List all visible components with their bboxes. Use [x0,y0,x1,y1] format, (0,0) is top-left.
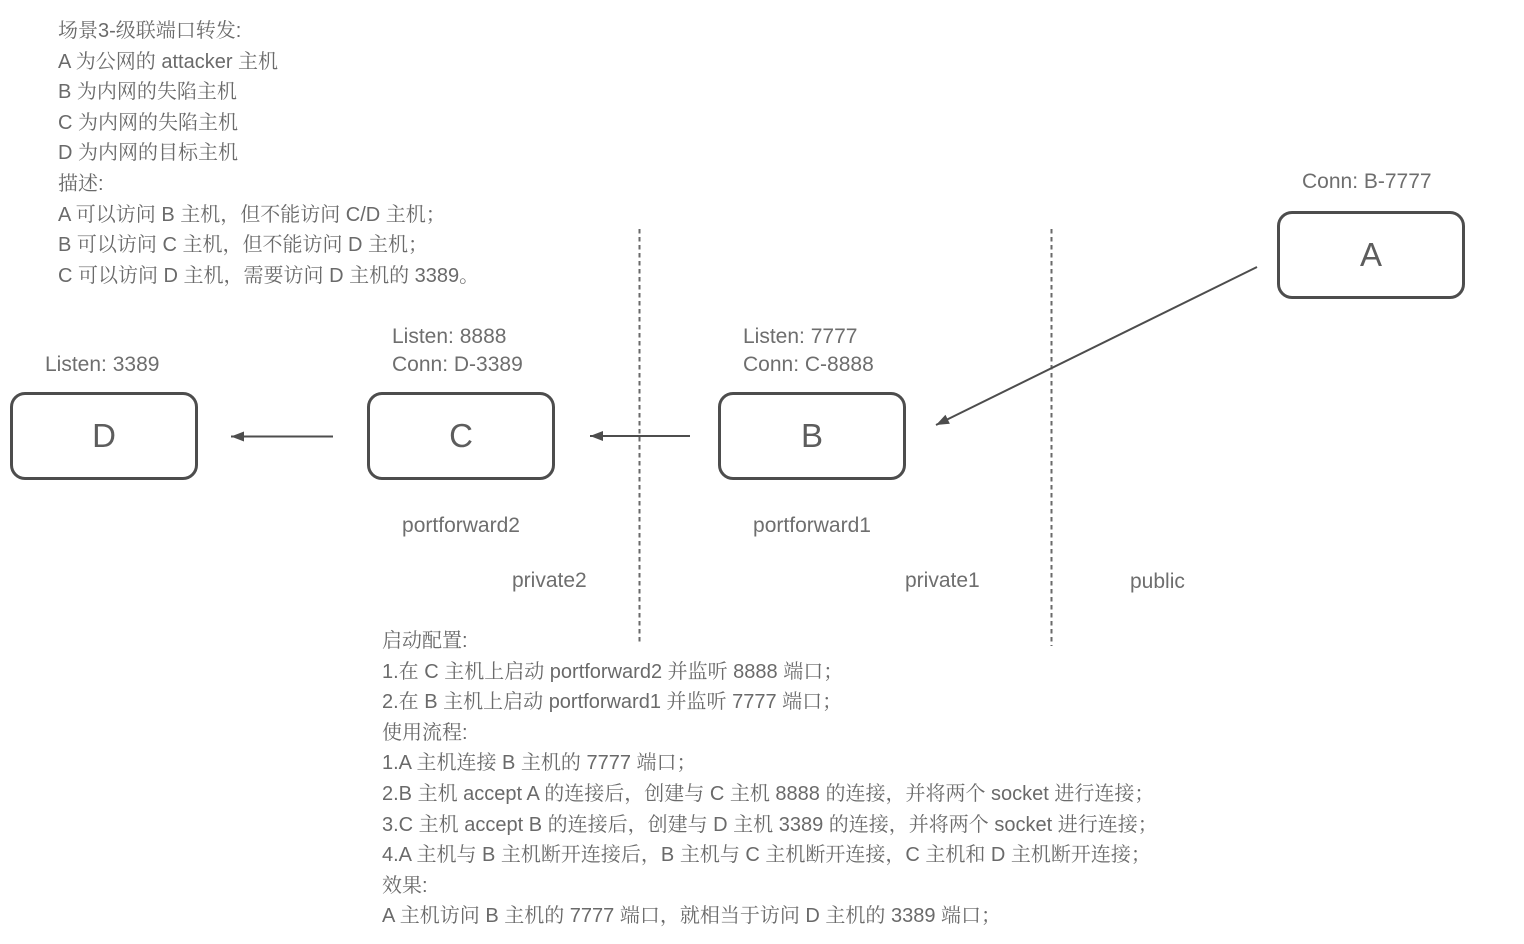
node-b-letter: B [800,417,823,454]
config-line: 2.B 主机 accept A 的连接后，创建与 C 主机 8888 的连接，并将两个 socket 进行连接； [382,782,1155,805]
zone-label-private2: private2 [512,569,587,592]
node-c-annotation [392,323,523,378]
node-d-annotation [45,351,159,379]
node-c-letter: C [449,417,473,454]
config-line: 1.在 C 主机上启动 portforward2 并监听 8888 端口； [382,660,844,683]
zone-label-private1: private1 [905,569,980,592]
scenario-line: 场景3-级联端口转发: [58,20,242,42]
scenario-description [58,16,479,291]
scenario-line: C 为内网的失陷主机 [58,111,238,134]
config-line: 4.A 主机与 B 主机断开连接后，B 主机与 C 主机断开连接，C 主机和 D 主机断开连接； [382,844,1151,867]
node-d-letter: D [92,417,116,454]
process-label-portforward2: portforward2 [402,514,520,537]
node-c-listen-label: Listen: 8888 [392,325,507,348]
node-a-letter: A [1359,236,1382,273]
node-d-listen-label: Listen: 3389 [45,353,160,376]
config-line: 启动配置: [382,630,468,652]
node-b-listen-label: Listen: 7777 [743,325,858,348]
node-host-b [718,392,906,480]
scenario-line: C 可以访问 D 主机，需要访问 D 主机的 3389。 [58,264,480,287]
node-b-conn-label: Conn: C-8888 [743,352,874,376]
node-c-conn-label: Conn: D-3389 [392,352,523,376]
scenario-line: A 为公网的 attacker 主机 [58,50,279,73]
config-description [382,626,1158,932]
node-host-c [367,392,555,480]
scenario-line: B 可以访问 C 主机，但不能访问 D 主机； [58,234,429,257]
process-label-portforward1: portforward1 [753,514,871,537]
node-host-a [1277,211,1465,299]
node-host-d [10,392,198,480]
arrow-a-to-b [936,267,1257,425]
node-a-conn-label: Conn: B-7777 [1302,170,1432,193]
config-line: 2.在 B 主机上启动 portforward1 并监听 7777 端口； [382,691,843,714]
config-line: 3.C 主机 accept B 的连接后，创建与 D 主机 3389 的连接，并将两个 socket 进行连接； [382,813,1158,836]
scenario-line: D 为内网的目标主机 [58,142,238,165]
node-b-annotation [743,323,874,378]
zone-label-public: public [1130,570,1185,593]
config-line: 1.A 主机连接 B 主机的 7777 端口； [382,752,697,775]
config-line: 效果: [382,874,428,897]
scenario-line: A 可以访问 B 主机，但不能访问 C/D 主机； [58,203,446,226]
scenario-line: 描述: [58,172,104,195]
scenario-line: B 为内网的失陷主机 [58,81,237,104]
node-a-annotation [1302,168,1432,196]
config-line: 使用流程: [382,721,468,744]
config-line: A 主机访问 B 主机的 7777 端口，就相当于访问 D 主机的 3389 端口； [382,905,1002,928]
